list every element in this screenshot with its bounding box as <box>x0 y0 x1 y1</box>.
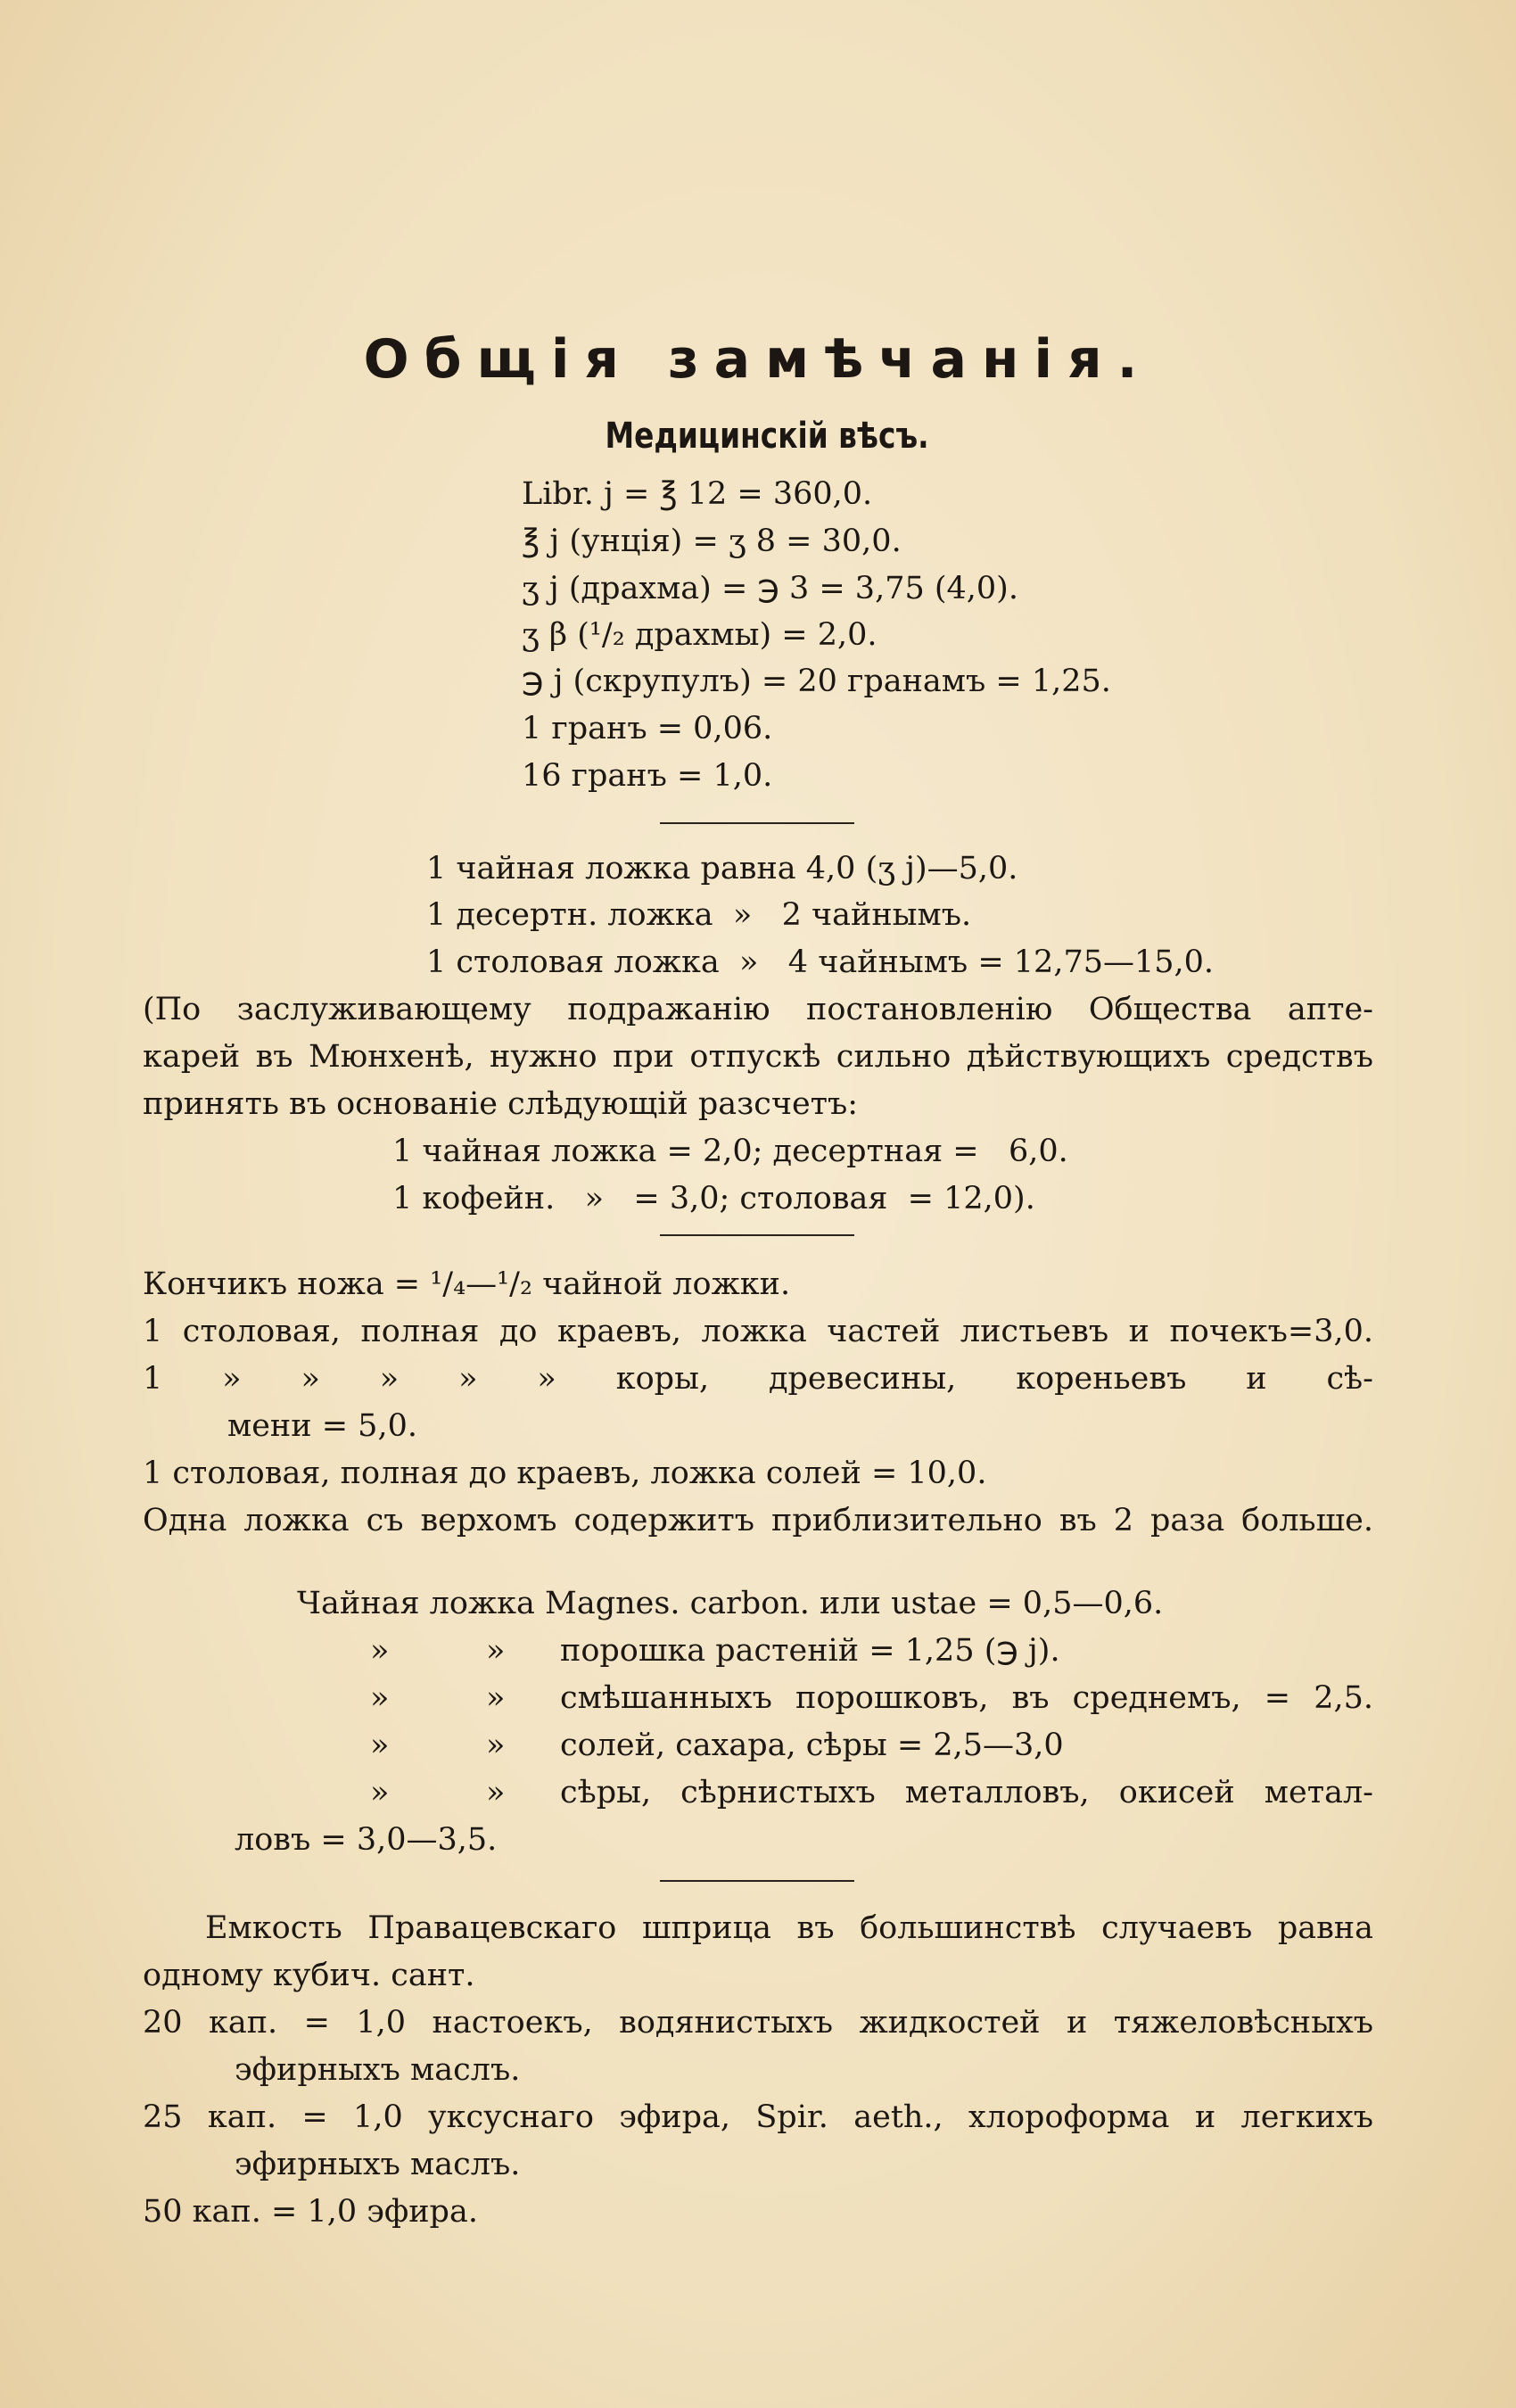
ditto-mark: » <box>370 1633 390 1669</box>
text-line: 1 кофейн. » = 3,0; столовая = 12,0). <box>392 1181 1035 1216</box>
text-line: порошка растеній = 1,25 (℈ j). <box>560 1633 1060 1669</box>
text-line: эфирныхъ маслъ. <box>235 2052 521 2088</box>
text-line: 1 столовая ложка » 4 чайнымъ = 12,75—15,0. <box>426 944 1215 980</box>
ditto-mark: » <box>486 1728 506 1763</box>
ditto-mark: » <box>486 1680 506 1716</box>
text-line: солей, сахара, сѣры = 2,5—3,0 <box>560 1728 1064 1763</box>
section-heading: Медицинскій вѣсъ. <box>605 416 929 457</box>
text-line: 16 гранъ = 1,0. <box>522 758 773 794</box>
text-line: мени = 5,0. <box>227 1408 417 1444</box>
text-line: Емкость Правацевскаго шприца въ большинствѣ случаевъ равна <box>205 1910 1373 1946</box>
ditto-mark: » <box>370 1680 390 1716</box>
ditto-mark: » <box>370 1775 390 1810</box>
text-line: ʒ j (драхма) = ℈ 3 = 3,75 (4,0). <box>522 571 1018 606</box>
text-line: ловъ = 3,0—3,5. <box>235 1822 498 1858</box>
text-line: Чайная ложка Magnes. carbon. или ustae = 0,5—0,6. <box>297 1586 1164 1621</box>
divider <box>660 1880 854 1882</box>
text-line: 20 кап. = 1,0 настоекъ, водянистыхъ жидкостей и тяжеловѣсныхъ <box>143 2005 1373 2041</box>
text-line: 1 гранъ = 0,06. <box>522 711 773 746</box>
text-line: 1 столовая, полная до краевъ, ложка частей листьевъ и почекъ=3,0. <box>143 1314 1373 1349</box>
divider <box>660 822 854 824</box>
text-line: сѣры, сѣрнистыхъ металловъ, окисей метал- <box>560 1775 1373 1810</box>
text-line: 50 кап. = 1,0 эфира. <box>143 2194 478 2230</box>
ditto-mark: » <box>370 1728 390 1763</box>
text-line: ℥ j (унція) = ʒ 8 = 30,0. <box>522 524 902 559</box>
text-line: карей въ Мюнхенѣ, нужно при отпускѣ сильно дѣйствующихъ средствъ <box>143 1039 1373 1075</box>
text-line: 1 чайная ложка равна 4,0 (ʒ j)—5,0. <box>426 851 1018 887</box>
page-title: Общія замѣчанія. <box>363 328 1153 391</box>
text-line: 1 чайная ложка = 2,0; десертная = 6,0. <box>392 1134 1068 1169</box>
text-line: ʒ β (¹/₂ драхмы) = 2,0. <box>522 617 877 653</box>
text-line: (По заслуживающему подражанію постановленію Общества апте- <box>143 992 1373 1027</box>
text-line: смѣшанныхъ порошковъ, въ среднемъ, = 2,5. <box>560 1680 1373 1716</box>
text-line: 1 » » » » » коры, древесины, кореньевъ и сѣ- <box>143 1361 1373 1397</box>
text-line: 25 кап. = 1,0 уксуснаго эфира, Spir. aeth., хлороформа и легкихъ <box>143 2099 1373 2135</box>
ditto-mark: » <box>486 1775 506 1810</box>
text-line: ℈ j (скрупулъ) = 20 гранамъ = 1,25. <box>522 664 1111 699</box>
text-line: 1 столовая, полная до краевъ, ложка солей = 10,0. <box>143 1456 987 1491</box>
ditto-mark: » <box>486 1633 506 1669</box>
text-line: эфирныхъ маслъ. <box>235 2147 521 2182</box>
text-line: принять въ основаніе слѣдующій разсчетъ: <box>143 1086 859 1122</box>
text-line: Кончикъ ножа = ¹/₄—¹/₂ чайной ложки. <box>143 1266 791 1302</box>
text-line: одному кубич. сант. <box>143 1958 475 1993</box>
text-line: 1 десертн. ложка » 2 чайнымъ. <box>426 897 972 933</box>
text-line: Libr. j = ℥ 12 = 360,0. <box>522 476 873 512</box>
text-line: Одна ложка съ верхомъ содержитъ приблизительно въ 2 раза больше. <box>143 1503 1373 1538</box>
divider <box>660 1234 854 1236</box>
